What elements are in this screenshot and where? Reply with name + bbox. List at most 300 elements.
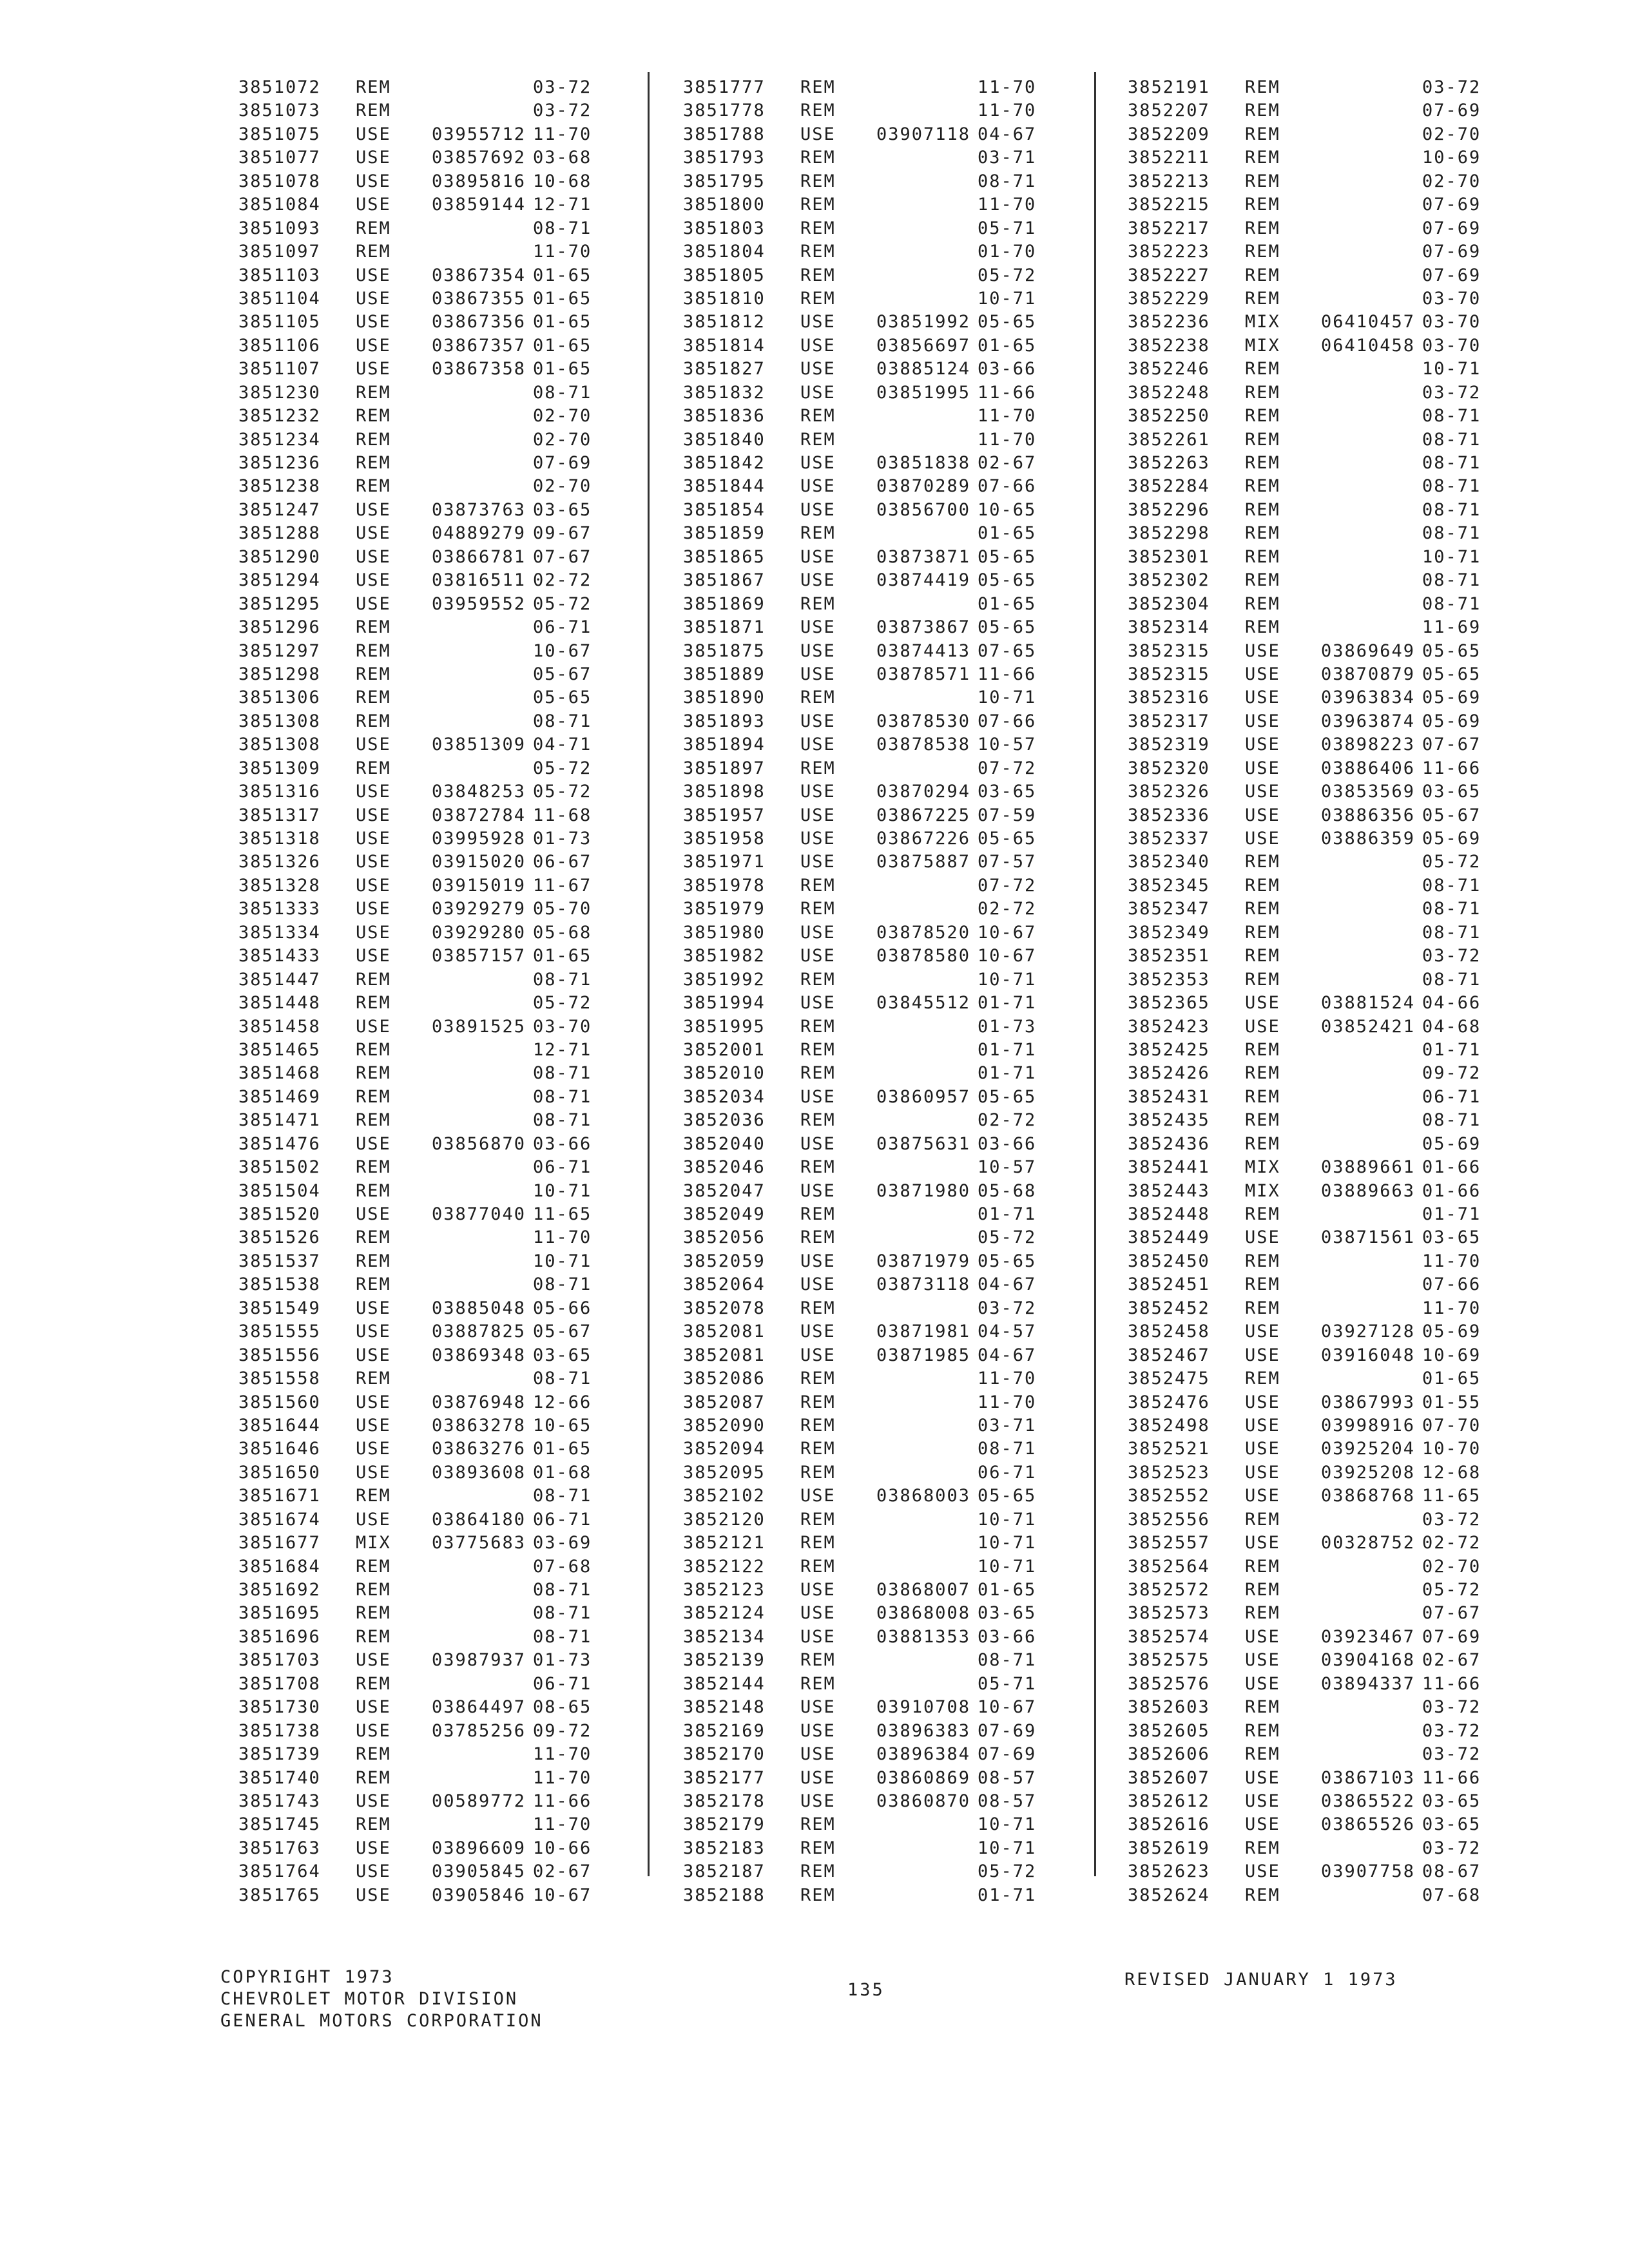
- action-code: USE: [800, 852, 836, 872]
- part-number: 3852183: [683, 1838, 766, 1858]
- effective-date: 03-72: [533, 77, 592, 97]
- effective-date: 05-65: [1422, 640, 1481, 661]
- effective-date: 03-70: [533, 1016, 592, 1037]
- replacement-part: 03915019: [432, 875, 526, 896]
- action-code: REM: [800, 1556, 836, 1577]
- action-code: USE: [800, 946, 836, 966]
- part-number: 3852607: [1128, 1767, 1210, 1788]
- replacement-part: 03871561: [1321, 1227, 1416, 1248]
- action-code: REM: [356, 406, 391, 427]
- part-number: 3852564: [1128, 1556, 1210, 1577]
- action-code: USE: [356, 1392, 391, 1412]
- effective-date: 12-68: [1422, 1462, 1481, 1483]
- action-code: USE: [800, 312, 836, 332]
- action-code: USE: [800, 805, 836, 825]
- action-code: USE: [356, 899, 391, 919]
- part-number: 3851875: [683, 640, 766, 661]
- action-code: REM: [800, 265, 836, 285]
- action-code: USE: [1245, 1791, 1280, 1811]
- effective-date: 05-72: [533, 993, 592, 1014]
- action-code: REM: [356, 1814, 391, 1835]
- part-number: 3851447: [238, 969, 321, 990]
- part-number: 3852451: [1128, 1274, 1210, 1295]
- replacement-part: 03870879: [1321, 664, 1416, 684]
- part-number: 3851836: [683, 406, 766, 427]
- action-code: REM: [800, 101, 836, 121]
- part-number: 3851980: [683, 922, 766, 943]
- part-number: 3851671: [238, 1486, 321, 1506]
- part-number: 3852353: [1128, 969, 1210, 990]
- part-number: 3851859: [683, 523, 766, 544]
- part-number: 3852467: [1128, 1345, 1210, 1365]
- replacement-part: 03885124: [876, 359, 971, 380]
- effective-date: 08-71: [533, 1580, 592, 1600]
- part-number: 3851234: [238, 429, 321, 450]
- column-divider-1: [648, 72, 650, 1876]
- part-number: 3851777: [683, 77, 766, 97]
- effective-date: 01-71: [1422, 1204, 1481, 1224]
- action-code: USE: [1245, 735, 1280, 755]
- action-code: REM: [800, 1415, 836, 1436]
- effective-date: 03-65: [533, 1345, 592, 1365]
- action-code: USE: [800, 546, 836, 567]
- effective-date: 07-69: [1422, 242, 1481, 262]
- replacement-part: 03875887: [876, 852, 971, 872]
- replacement-part: 03867356: [432, 312, 526, 332]
- part-number: 3852211: [1128, 148, 1210, 168]
- effective-date: 02-72: [978, 1110, 1037, 1131]
- effective-date: 10-68: [533, 171, 592, 191]
- part-number: 3852605: [1128, 1720, 1210, 1741]
- action-code: REM: [356, 1580, 391, 1600]
- part-number: 3852315: [1128, 640, 1210, 661]
- part-number: 3851898: [683, 782, 766, 802]
- action-code: REM: [356, 218, 391, 238]
- effective-date: 03-65: [978, 1603, 1037, 1624]
- effective-date: 06-71: [978, 1462, 1037, 1483]
- action-code: USE: [356, 1298, 391, 1318]
- action-code: USE: [800, 1744, 836, 1765]
- replacement-part: 06410458: [1321, 335, 1416, 356]
- part-number: 3852034: [683, 1086, 766, 1107]
- action-code: USE: [1245, 640, 1280, 661]
- effective-date: 08-71: [533, 218, 592, 238]
- effective-date: 07-69: [978, 1744, 1037, 1765]
- part-number: 3851992: [683, 969, 766, 990]
- action-code: REM: [1245, 476, 1280, 497]
- part-number: 3852573: [1128, 1603, 1210, 1624]
- action-code: REM: [1245, 570, 1280, 591]
- part-number: 3851471: [238, 1110, 321, 1131]
- action-code: REM: [356, 101, 391, 121]
- effective-date: 05-72: [978, 265, 1037, 285]
- part-number: 3851295: [238, 593, 321, 614]
- effective-date: 01-71: [978, 1063, 1037, 1084]
- replacement-part: 03886406: [1321, 758, 1416, 778]
- part-number: 3851778: [683, 101, 766, 121]
- action-code: REM: [1245, 1556, 1280, 1577]
- action-code: USE: [356, 1462, 391, 1483]
- effective-date: 11-66: [978, 664, 1037, 684]
- part-number: 3851814: [683, 335, 766, 356]
- part-number: 3851333: [238, 899, 321, 919]
- effective-date: 03-65: [978, 782, 1037, 802]
- effective-date: 10-71: [978, 288, 1037, 309]
- effective-date: 10-71: [978, 1814, 1037, 1835]
- replacement-part: 03816511: [432, 570, 526, 591]
- part-number: 3851738: [238, 1720, 321, 1741]
- part-number: 3851334: [238, 922, 321, 943]
- action-code: REM: [356, 993, 391, 1014]
- action-code: USE: [1245, 1650, 1280, 1671]
- replacement-part: 03875631: [876, 1133, 971, 1154]
- part-number: 3851296: [238, 617, 321, 638]
- action-code: USE: [356, 523, 391, 544]
- action-code: REM: [1245, 946, 1280, 966]
- action-code: USE: [800, 1133, 836, 1154]
- effective-date: 08-67: [1422, 1861, 1481, 1882]
- action-code: USE: [356, 852, 391, 872]
- part-number: 3851832: [683, 382, 766, 403]
- part-number: 3851674: [238, 1509, 321, 1530]
- replacement-part: 03925208: [1321, 1462, 1416, 1483]
- action-code: REM: [356, 969, 391, 990]
- action-code: REM: [356, 1744, 391, 1765]
- replacement-part: 03869649: [1321, 640, 1416, 661]
- action-code: REM: [1245, 523, 1280, 544]
- part-number: 3851078: [238, 171, 321, 191]
- action-code: REM: [800, 1369, 836, 1389]
- replacement-part: 03873763: [432, 499, 526, 520]
- action-code: USE: [356, 875, 391, 896]
- effective-date: 01-66: [1422, 1180, 1481, 1201]
- effective-date: 03-72: [1422, 382, 1481, 403]
- part-number: 3851308: [238, 735, 321, 755]
- effective-date: 10-71: [978, 969, 1037, 990]
- part-number: 3851073: [238, 101, 321, 121]
- effective-date: 03-72: [1422, 1720, 1481, 1741]
- effective-date: 11-70: [978, 429, 1037, 450]
- replacement-part: 03863278: [432, 1415, 526, 1436]
- replacement-part: 03927128: [1321, 1321, 1416, 1342]
- action-code: USE: [356, 1861, 391, 1882]
- action-code: REM: [800, 758, 836, 778]
- part-number: 3851677: [238, 1533, 321, 1553]
- action-code: REM: [356, 1063, 391, 1084]
- action-code: USE: [800, 382, 836, 403]
- replacement-part: 03867354: [432, 265, 526, 285]
- part-number: 3852436: [1128, 1133, 1210, 1154]
- action-code: REM: [800, 1392, 836, 1412]
- part-number: 3852102: [683, 1486, 766, 1506]
- action-code: USE: [800, 1086, 836, 1107]
- effective-date: 05-67: [533, 664, 592, 684]
- part-number: 3852316: [1128, 687, 1210, 708]
- effective-date: 01-73: [533, 1650, 592, 1671]
- effective-date: 07-57: [978, 852, 1037, 872]
- action-code: REM: [1245, 1838, 1280, 1858]
- action-code: USE: [800, 335, 836, 356]
- effective-date: 07-68: [1422, 1885, 1481, 1905]
- part-number: 3852304: [1128, 593, 1210, 614]
- replacement-part: 03963874: [1321, 711, 1416, 731]
- part-number: 3851740: [238, 1767, 321, 1788]
- action-code: REM: [800, 171, 836, 191]
- replacement-part: 03870289: [876, 476, 971, 497]
- part-number: 3852047: [683, 1180, 766, 1201]
- part-number: 3851765: [238, 1885, 321, 1905]
- effective-date: 02-70: [1422, 1556, 1481, 1577]
- action-code: REM: [1245, 1274, 1280, 1295]
- replacement-part: 03895816: [432, 171, 526, 191]
- part-number: 3852191: [1128, 77, 1210, 97]
- part-number: 3852223: [1128, 242, 1210, 262]
- effective-date: 10-71: [1422, 359, 1481, 380]
- action-code: USE: [356, 829, 391, 849]
- effective-date: 11-70: [978, 1369, 1037, 1389]
- part-number: 3852148: [683, 1697, 766, 1718]
- part-number: 3851982: [683, 946, 766, 966]
- replacement-part: 03851992: [876, 312, 971, 332]
- action-code: REM: [356, 1227, 391, 1248]
- effective-date: 07-72: [978, 875, 1037, 896]
- part-number: 3851827: [683, 359, 766, 380]
- part-number: 3852624: [1128, 1885, 1210, 1905]
- effective-date: 05-72: [1422, 1580, 1481, 1600]
- replacement-part: 03867357: [432, 335, 526, 356]
- effective-date: 10-67: [533, 1885, 592, 1905]
- action-code: USE: [800, 617, 836, 638]
- action-code: USE: [1245, 1533, 1280, 1553]
- replacement-part: 03857692: [432, 148, 526, 168]
- part-number: 3851703: [238, 1650, 321, 1671]
- effective-date: 03-69: [533, 1533, 592, 1553]
- effective-date: 10-69: [1422, 148, 1481, 168]
- effective-date: 11-68: [533, 805, 592, 825]
- action-code: REM: [1245, 382, 1280, 403]
- replacement-part: 03873867: [876, 617, 971, 638]
- part-number: 3851107: [238, 359, 321, 380]
- action-code: REM: [1245, 1133, 1280, 1154]
- action-code: REM: [356, 1626, 391, 1647]
- effective-date: 05-65: [978, 546, 1037, 567]
- effective-date: 04-67: [978, 1274, 1037, 1295]
- effective-date: 03-72: [1422, 1838, 1481, 1858]
- action-code: USE: [1245, 1016, 1280, 1037]
- action-code: USE: [1245, 805, 1280, 825]
- replacement-part: 03886356: [1321, 805, 1416, 825]
- replacement-part: 03904168: [1321, 1650, 1416, 1671]
- action-code: USE: [800, 1345, 836, 1365]
- part-number: 3851894: [683, 735, 766, 755]
- effective-date: 05-65: [978, 1486, 1037, 1506]
- effective-date: 10-71: [978, 687, 1037, 708]
- part-number: 3851893: [683, 711, 766, 731]
- effective-date: 05-69: [1422, 711, 1481, 731]
- action-code: REM: [1245, 124, 1280, 144]
- replacement-part: 03877040: [432, 1204, 526, 1224]
- part-number: 3852081: [683, 1321, 766, 1342]
- effective-date: 10-57: [978, 735, 1037, 755]
- replacement-part: 03860869: [876, 1767, 971, 1788]
- effective-date: 03-66: [978, 1626, 1037, 1647]
- part-number: 3852574: [1128, 1626, 1210, 1647]
- action-code: USE: [356, 1791, 391, 1811]
- action-code: USE: [1245, 1321, 1280, 1342]
- action-code: REM: [800, 899, 836, 919]
- part-number: 3852606: [1128, 1744, 1210, 1765]
- action-code: REM: [1245, 875, 1280, 896]
- effective-date: 06-67: [533, 852, 592, 872]
- part-number: 3851294: [238, 570, 321, 591]
- part-number: 3852227: [1128, 265, 1210, 285]
- part-number: 3852603: [1128, 1697, 1210, 1718]
- part-number: 3852090: [683, 1415, 766, 1436]
- effective-date: 08-71: [533, 1626, 592, 1647]
- action-code: USE: [1245, 1814, 1280, 1835]
- replacement-part: 03867225: [876, 805, 971, 825]
- action-code: REM: [800, 218, 836, 238]
- effective-date: 10-71: [533, 1180, 592, 1201]
- action-code: REM: [356, 664, 391, 684]
- action-code: REM: [1245, 265, 1280, 285]
- effective-date: 08-71: [1422, 875, 1481, 896]
- effective-date: 01-65: [978, 335, 1037, 356]
- action-code: USE: [800, 1321, 836, 1342]
- action-code: USE: [356, 946, 391, 966]
- action-code: REM: [1245, 195, 1280, 215]
- effective-date: 11-66: [1422, 758, 1481, 778]
- part-number: 3851106: [238, 335, 321, 356]
- action-code: REM: [1245, 617, 1280, 638]
- action-code: REM: [800, 429, 836, 450]
- effective-date: 08-71: [533, 382, 592, 403]
- effective-date: 06-71: [533, 1509, 592, 1530]
- part-number: 3852178: [683, 1791, 766, 1811]
- replacement-part: 06410457: [1321, 312, 1416, 332]
- action-code: REM: [1245, 1885, 1280, 1905]
- part-number: 3852475: [1128, 1369, 1210, 1389]
- effective-date: 11-70: [533, 1744, 592, 1765]
- effective-date: 01-65: [533, 288, 592, 309]
- revised-date: REVISED JANUARY 1 1973: [1124, 1970, 1398, 1990]
- part-number: 3852425: [1128, 1039, 1210, 1060]
- part-number: 3851238: [238, 476, 321, 497]
- part-number: 3851558: [238, 1369, 321, 1389]
- effective-date: 08-71: [533, 711, 592, 731]
- replacement-part: 03955712: [432, 124, 526, 144]
- part-number: 3852616: [1128, 1814, 1210, 1835]
- effective-date: 08-71: [1422, 499, 1481, 520]
- effective-date: 07-69: [1422, 101, 1481, 121]
- part-number: 3852261: [1128, 429, 1210, 450]
- part-number: 3852246: [1128, 359, 1210, 380]
- effective-date: 06-71: [533, 1157, 592, 1178]
- action-code: REM: [356, 1251, 391, 1271]
- part-number: 3852040: [683, 1133, 766, 1154]
- replacement-part: 03872784: [432, 805, 526, 825]
- action-code: USE: [1245, 1439, 1280, 1459]
- effective-date: 05-66: [533, 1298, 592, 1318]
- replacement-part: 03864180: [432, 1509, 526, 1530]
- effective-date: 03-65: [1422, 782, 1481, 802]
- part-number: 3851995: [683, 1016, 766, 1037]
- replacement-part: 03896383: [876, 1720, 971, 1741]
- part-number: 3852122: [683, 1556, 766, 1577]
- part-number: 3851306: [238, 687, 321, 708]
- part-number: 3852179: [683, 1814, 766, 1835]
- effective-date: 03-71: [978, 148, 1037, 168]
- action-code: MIX: [1245, 312, 1280, 332]
- effective-date: 01-65: [1422, 1369, 1481, 1389]
- replacement-part: 03865522: [1321, 1791, 1416, 1811]
- part-number: 3852351: [1128, 946, 1210, 966]
- part-number: 3851743: [238, 1791, 321, 1811]
- part-number: 3852236: [1128, 312, 1210, 332]
- action-code: REM: [800, 1063, 836, 1084]
- effective-date: 07-66: [978, 711, 1037, 731]
- replacement-part: 03910708: [876, 1697, 971, 1718]
- effective-date: 04-67: [978, 124, 1037, 144]
- replacement-part: 03868768: [1321, 1486, 1416, 1506]
- part-number: 3852207: [1128, 101, 1210, 121]
- replacement-part: 03987937: [432, 1650, 526, 1671]
- replacement-part: 04889279: [432, 523, 526, 544]
- effective-date: 09-72: [1422, 1063, 1481, 1084]
- part-number: 3851084: [238, 195, 321, 215]
- replacement-part: 03851309: [432, 735, 526, 755]
- effective-date: 03-72: [533, 101, 592, 121]
- effective-date: 07-69: [978, 1720, 1037, 1741]
- effective-date: 11-66: [533, 1791, 592, 1811]
- action-code: REM: [356, 429, 391, 450]
- action-code: REM: [1245, 77, 1280, 97]
- part-number: 3851897: [683, 758, 766, 778]
- action-code: USE: [800, 1180, 836, 1201]
- replacement-part: 03878520: [876, 922, 971, 943]
- action-code: REM: [800, 288, 836, 309]
- effective-date: 08-71: [1422, 899, 1481, 919]
- part-number: 3852347: [1128, 899, 1210, 919]
- part-number: 3851763: [238, 1838, 321, 1858]
- replacement-part: 03873118: [876, 1274, 971, 1295]
- part-number: 3851316: [238, 782, 321, 802]
- action-code: USE: [356, 195, 391, 215]
- effective-date: 01-55: [1422, 1392, 1481, 1412]
- part-number: 3851994: [683, 993, 766, 1014]
- part-number: 3851448: [238, 993, 321, 1014]
- part-number: 3852326: [1128, 782, 1210, 802]
- replacement-part: 03887825: [432, 1321, 526, 1342]
- replacement-part: 03856700: [876, 499, 971, 520]
- part-number: 3852188: [683, 1885, 766, 1905]
- action-code: USE: [356, 593, 391, 614]
- effective-date: 11-70: [1422, 1251, 1481, 1271]
- action-code: USE: [1245, 1486, 1280, 1506]
- effective-date: 11-66: [1422, 1767, 1481, 1788]
- part-number: 3852431: [1128, 1086, 1210, 1107]
- effective-date: 01-65: [533, 359, 592, 380]
- part-number: 3851236: [238, 453, 321, 473]
- effective-date: 01-71: [978, 1039, 1037, 1060]
- part-number: 3851708: [238, 1673, 321, 1694]
- effective-date: 04-57: [978, 1321, 1037, 1342]
- effective-date: 01-71: [978, 1885, 1037, 1905]
- effective-date: 06-71: [1422, 1086, 1481, 1107]
- replacement-part: 03867355: [432, 288, 526, 309]
- part-number: 3852345: [1128, 875, 1210, 896]
- effective-date: 02-70: [1422, 124, 1481, 144]
